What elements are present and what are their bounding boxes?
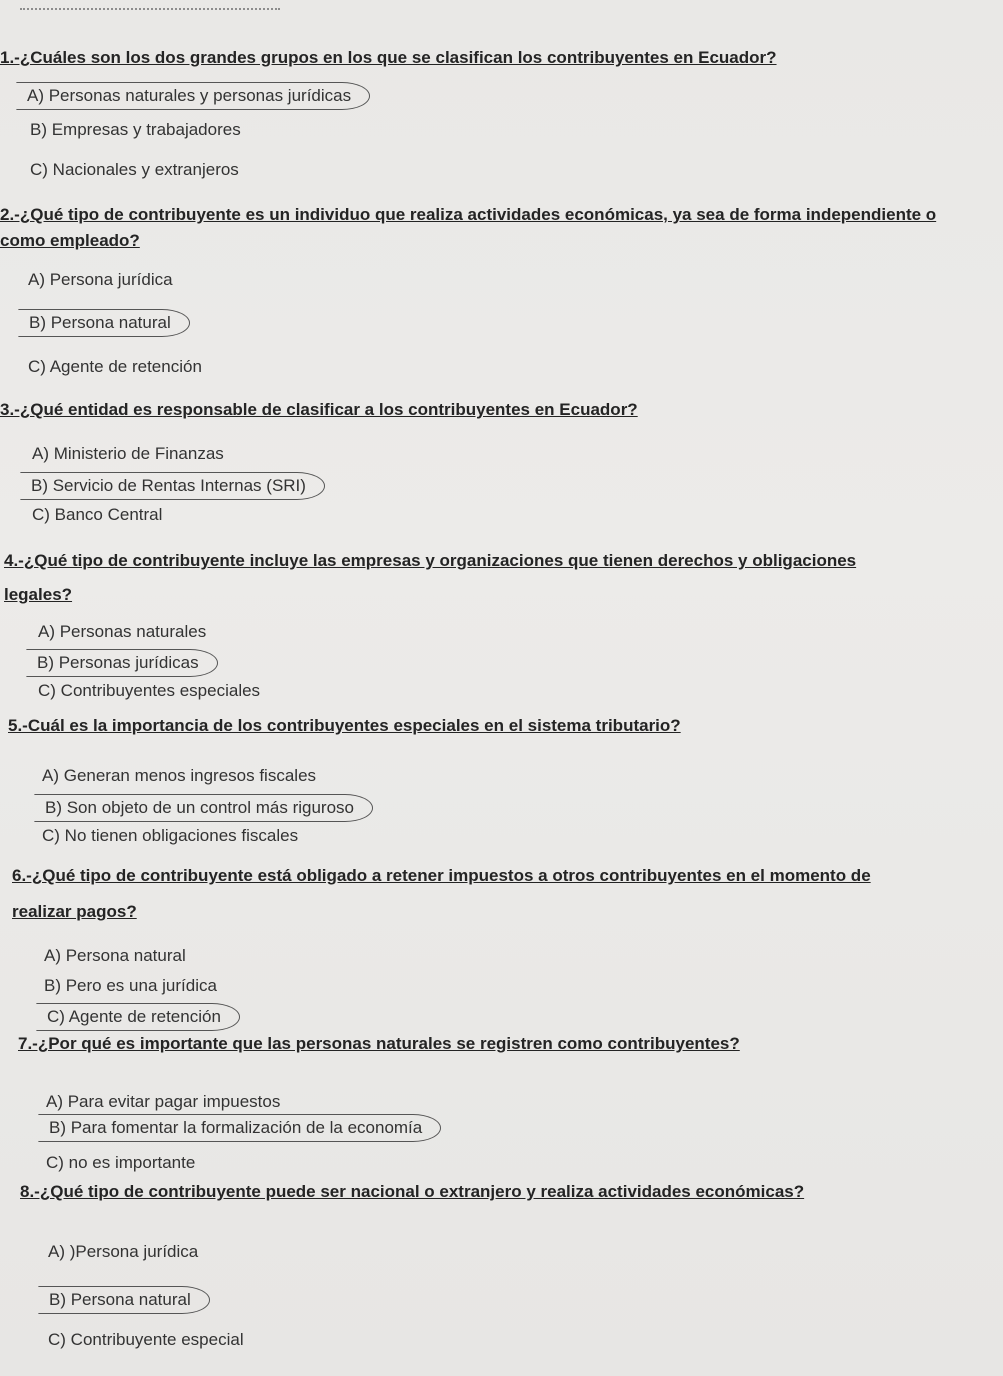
- q7-option-c[interactable]: C) no es importante: [46, 1153, 196, 1172]
- question-8: 8.-¿Qué tipo de contribuyente puede ser nacional o extranjero y realiza actividades económicas?: [20, 1182, 805, 1201]
- q8-option-c[interactable]: C) Contribuyente especial: [48, 1330, 244, 1349]
- q6-option-c[interactable]: C) Agente de retención: [36, 1003, 240, 1031]
- q2-option-c[interactable]: C) Agente de retención: [28, 357, 202, 376]
- q3-option-c[interactable]: C) Banco Central: [32, 505, 163, 524]
- q5-option-b[interactable]: B) Son objeto de un control más riguroso: [34, 794, 373, 822]
- q5-option-a[interactable]: A) Generan menos ingresos fiscales: [42, 766, 317, 785]
- q6-option-a[interactable]: A) Persona natural: [44, 946, 186, 965]
- q8-option-b[interactable]: B) Persona natural: [38, 1286, 210, 1314]
- question-7: 7.-¿Por qué es importante que las personas naturales se registren como contribuyentes?: [18, 1034, 740, 1053]
- q1-option-c[interactable]: C) Nacionales y extranjeros: [30, 160, 239, 179]
- q2-option-a[interactable]: A) Persona jurídica: [28, 270, 173, 289]
- q4-option-b[interactable]: B) Personas jurídicas: [26, 649, 218, 677]
- q5-option-c[interactable]: C) No tienen obligaciones fiscales: [42, 826, 299, 845]
- q3-option-b[interactable]: B) Servicio de Rentas Internas (SRI): [20, 472, 325, 500]
- q2-option-b[interactable]: B) Persona natural: [18, 309, 190, 337]
- q1-option-a[interactable]: A) Personas naturales y personas jurídicas: [16, 82, 370, 110]
- question-3: 3.-¿Qué entidad es responsable de clasificar a los contribuyentes en Ecuador?: [0, 400, 638, 419]
- q6-option-b[interactable]: B) Pero es una jurídica: [44, 976, 217, 995]
- q3-option-a[interactable]: A) Ministerio de Finanzas: [32, 444, 224, 463]
- question-5: 5.-Cuál es la importancia de los contribuyentes especiales en el sistema tributario?: [8, 716, 681, 735]
- question-4: 4.-¿Qué tipo de contribuyente incluye las empresas y organizaciones que tienen derechos y obligaciones legales?: [4, 551, 857, 604]
- q7-option-b[interactable]: B) Para fomentar la formalización de la economía: [38, 1114, 441, 1142]
- q1-option-b[interactable]: B) Empresas y trabajadores: [30, 120, 241, 139]
- question-1: 1.-¿Cuáles son los dos grandes grupos en los que se clasifican los contribuyentes en Ecuador?: [0, 48, 777, 67]
- q4-option-a[interactable]: A) Personas naturales: [38, 622, 207, 641]
- q4-option-c[interactable]: C) Contribuyentes especiales: [38, 681, 261, 700]
- top-edge-line: [20, 8, 280, 12]
- question-2: 2.-¿Qué tipo de contribuyente es un individuo que realiza actividades económicas, ya sea de forma independiente o como empleado?: [0, 205, 937, 250]
- q7-option-a[interactable]: A) Para evitar pagar impuestos: [46, 1092, 281, 1111]
- q8-option-a[interactable]: A) )Persona jurídica: [48, 1242, 199, 1261]
- question-6: 6.-¿Qué tipo de contribuyente está obligado a retener impuestos a otros contribuyentes en el momento de realizar pagos?: [12, 866, 871, 921]
